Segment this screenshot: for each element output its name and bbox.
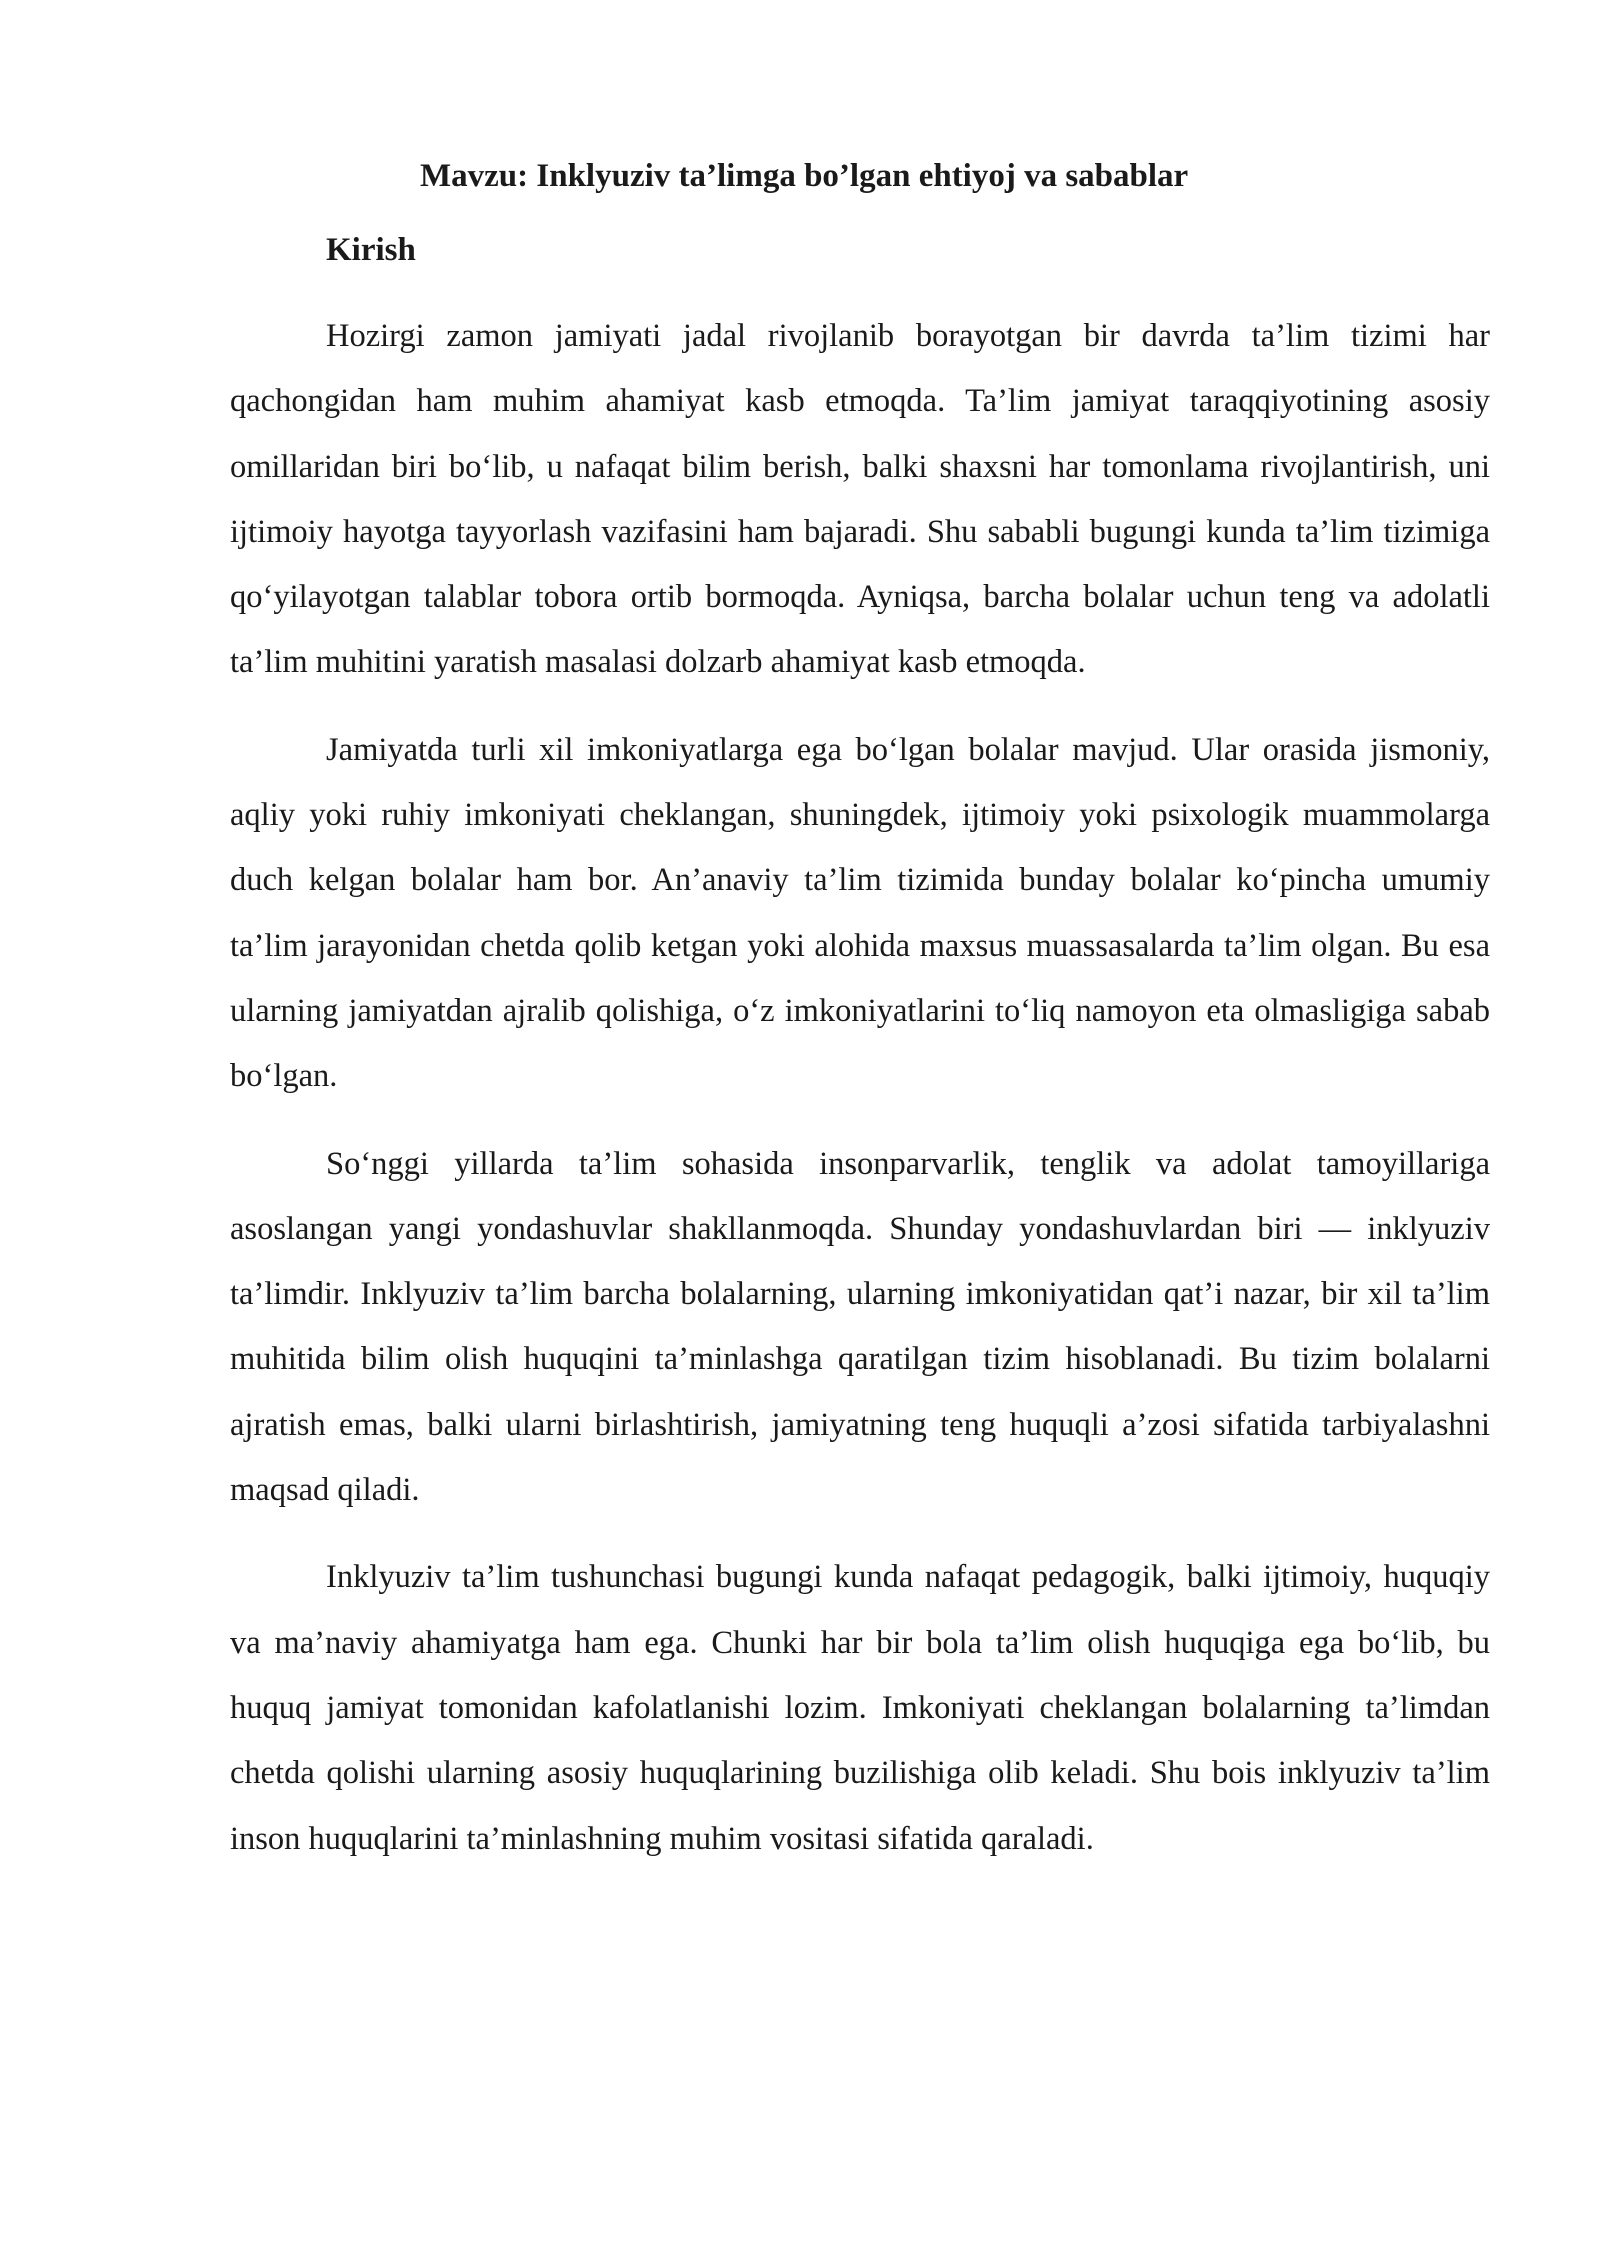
paragraph-3: So‘nggi yillarda ta’lim sohasida insonparvarlik, tenglik va adolat tamoyillariga asoslangan yangi yondashuvlar shakllanmoqda. Shunday yondashuvlardan biri — inklyuziv ta’limdir. Inklyuziv ta’lim barcha bolalarning, ularning imkoniyatidan qat’i nazar, bir xil ta’lim muhitida bilim olish huquqini ta’minlashga qaratilgan tizim hisoblanadi. Bu tizim bolalarni ajratish emas, balki ularni birlashtirish, jamiyatning teng huquqli a’zosi sifatida tarbiyalashni maqsad qiladi.	[230, 1145, 1490, 1509]
paragraph-4: Inklyuziv ta’lim tushunchasi bugungi kunda nafaqat pedagogik, balki ijtimoiy, huquqiy va ma’naviy ahamiyatga ham ega. Chunki har bir bola ta’lim olish huquqiga ega bo‘lib, bu huquq jamiyat tomonidan kafolatlanishi lozim. Imkoniyati cheklangan bolalarning ta’limdan chetda qolishi ularning asosiy huquqlarining buzilishiga olib keladi. Shu bois inklyuziv ta’lim inson huquqlarini ta’minlashning muhim vositasi sifatida qaraladi.	[230, 1559, 1490, 1857]
paragraph-2: Jamiyatda turli xil imkoniyatlarga ega bo‘lgan bolalar mavjud. Ular orasida jismoniy, aqliy yoki ruhiy imkoniyati cheklangan, shuningdek, ijtimoiy yoki psixologik muammolarga duch kelgan bolalar ham bor. An’anaviy ta’lim tizimida bunday bolalar ko‘pincha umumiy ta’lim jarayonidan chetda qolib ketgan yoki alohida maxsus muassasalarda ta’lim olgan. Bu esa ularning jamiyatdan ajralib qolishiga, o‘z imkoniyatlarini to‘liq namoyon eta olmasligiga sabab bo‘lgan.	[230, 731, 1490, 1095]
document-body	[230, 146, 1490, 1872]
paragraph-1: Hozirgi zamon jamiyati jadal rivojlanib borayotgan bir davrda ta’lim tizimi har qachongidan ham muhim ahamiyat kasb etmoqda. Ta’lim jamiyat taraqqiyotining asosiy omillaridan biri bo‘lib, u nafaqat bilim berish, balki shaxsni har tomonlama rivojlantirish, uni ijtimoiy hayotga tayyorlash vazifasini ham bajaradi. Shu sababli bugungi kunda ta’lim tizimiga qo‘yilayotgan talablar tobora ortib bormoqda. Ayniqsa, barcha bolalar uchun teng va adolatli ta’lim muhitini yaratish masalasi dolzarb ahamiyat kasb etmoqda.	[230, 318, 1490, 681]
document-title: Mavzu: Inklyuziv ta’limga bo’lgan ehtiyoj va sabablar	[420, 158, 1189, 194]
section-heading-introduction: Kirish	[326, 232, 416, 268]
